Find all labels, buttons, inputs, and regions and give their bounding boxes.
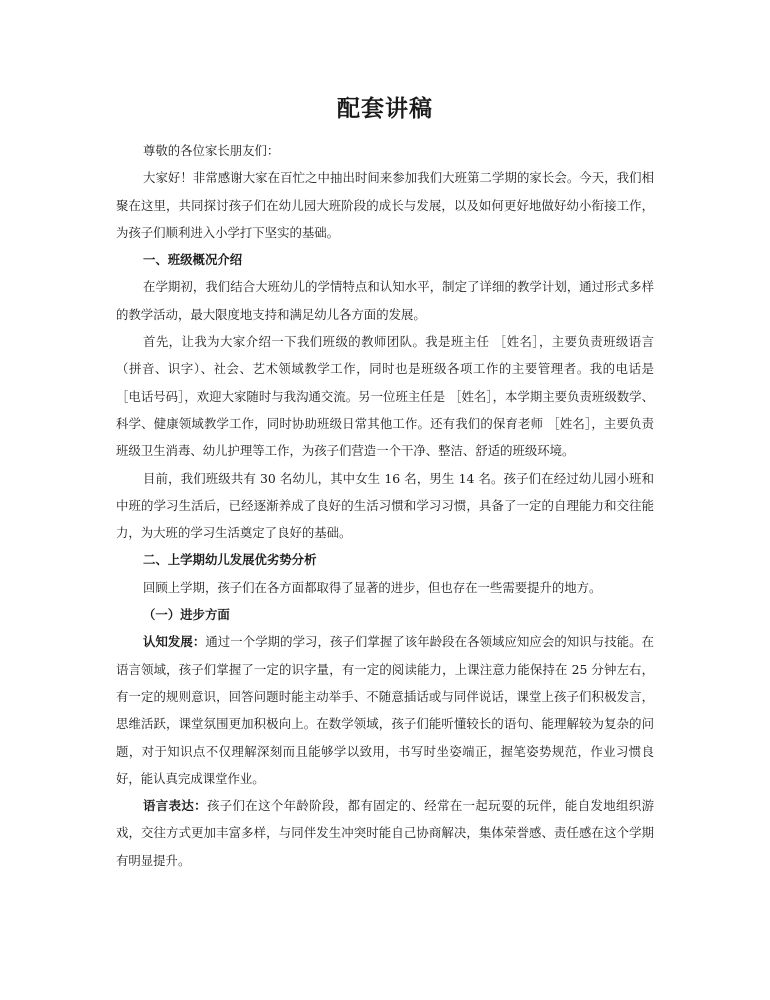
section-2-heading: 二、上学期幼儿发展优劣势分析 bbox=[143, 552, 317, 568]
language-expression-text: 孩子们在这个年龄阶段，都有固定的、经常在一起玩耍的玩伴，能自发地组织游戏，交往方式更加丰富多样，与同伴发生冲突时能自己协商解决，集体荣誉感、责任感在这个学期有明显提升。 bbox=[116, 798, 655, 868]
section-2-paragraph-1: 回顾上学期，孩子们在各方面都取得了显著的进步，但也存在一些需要提升的地方。 bbox=[143, 579, 602, 595]
section-1-paragraph-1: 在学期初，我们结合大班幼儿的学情特点和认知水平，制定了详细的教学计划，通过形式多样的教学活动，最大限度地支持和满足幼儿各方面的发展。 bbox=[116, 279, 654, 322]
document-title: 配套讲稿 bbox=[337, 95, 433, 122]
cognitive-development-text: 通过一个学期的学习，孩子们掌握了该年龄段在各领域应知应会的知识与技能。在语言领域，孩子们掌握了一定的识字量，有一定的阅读能力，上课注意力能保持在 25 分钟左右，有一定的规则意识，回答问题时能主动举手、不随意插话或与同伴说话，课堂上孩子们积极发言，思维活跃，课堂氛围更加积极向上。在数学领域，孩子们能听懂较长的语句、能理解较为复杂的问题，对于知识点不仅理解深刻而且能够学以致用，书写时坐姿端正，握笔姿势规范，作业习惯良好，能认真完成课堂作业。 bbox=[116, 634, 655, 786]
cognitive-development-label: 认知发展： bbox=[143, 634, 206, 650]
section-1-paragraph-3: 目前，我们班级共有 30 名幼儿，其中女生 16 名，男生 14 名。孩子们在经过幼儿园小班和中班的学习生活后，已经逐渐养成了良好的生活习惯和学习习惯，具备了一定的自理能力和交往能力，为大班的学习生活奠定了良好的基础。 bbox=[116, 470, 654, 541]
language-expression-paragraph bbox=[116, 792, 654, 874]
language-expression-label: 语言表达： bbox=[143, 798, 207, 814]
document-body bbox=[116, 90, 654, 874]
greeting: 尊敬的各位家长朋友们： bbox=[143, 143, 280, 158]
cognitive-development-paragraph bbox=[116, 628, 654, 792]
intro-paragraph: 大家好！非常感谢大家在百忙之中抽出时间来参加我们大班第二学期的家长会。今天，我们相聚在这里，共同探讨孩子们在幼儿园大班阶段的成长与发展，以及如何更好地做好幼小衔接工作，为孩子们顺利进入小学打下坚实的基础。 bbox=[116, 170, 654, 240]
section-1-paragraph-2: 首先，让我为大家介绍一下我们班级的教师团队。我是班主任 ［姓名］，主要负责班级语言（拼音、识字）、社会、艺术领域教学工作，同时也是班级各项工作的主要管理者。我的电话是 ［电话号码］，欢迎大家随时与我沟通交流。另一位班主任是 ［姓名］，本学期主要负责班级数学、科学、健康领域教学工作，同时协助班级日常其他工作。还有我们的保育老师 ［姓名］，主要负责班级卫生消毒、幼儿护理等工作，为孩子们营造一个干净、整洁、舒适的班级环境。 bbox=[116, 334, 654, 459]
section-2-subheading: （一）进步方面 bbox=[143, 607, 230, 623]
section-1-heading: 一、班级概况介绍 bbox=[143, 252, 243, 268]
